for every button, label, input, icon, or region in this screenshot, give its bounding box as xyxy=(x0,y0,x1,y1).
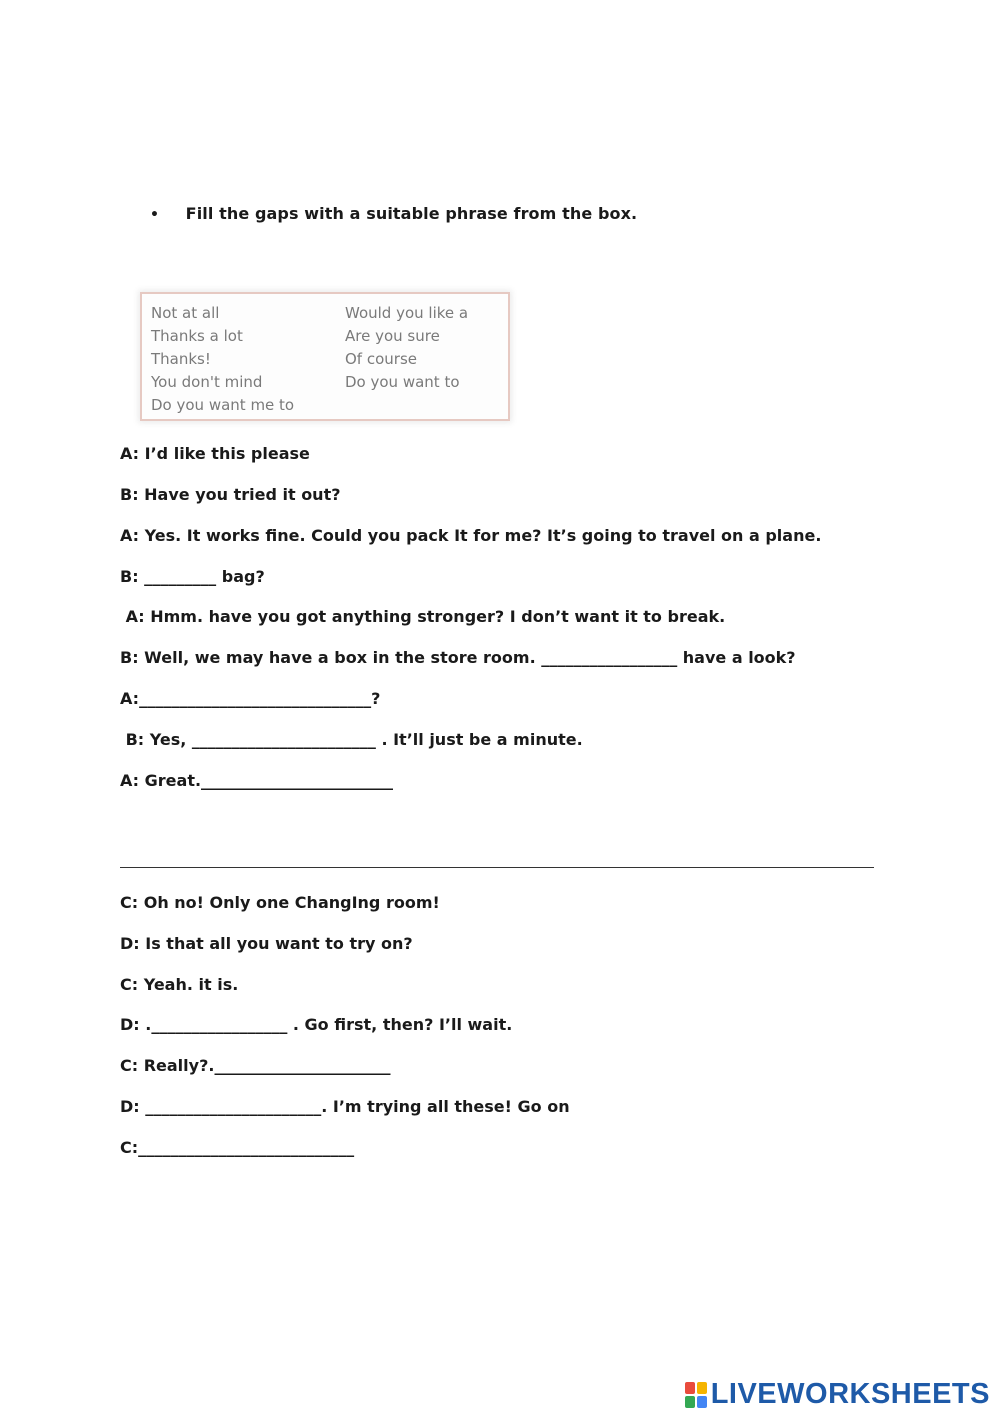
phrase-item: Are you sure xyxy=(345,327,440,345)
dialogue-line: A: Great.________________________ xyxy=(120,771,394,790)
dialogue-line: C:___________________________ xyxy=(120,1138,355,1157)
phrase-item: Of course xyxy=(345,350,417,368)
dialogue-line: A: I’d like this please xyxy=(120,444,310,463)
dialogue-line: B: Yes, _______________________ . It’ll just be a minute. xyxy=(120,730,583,749)
dialogue-line: B: Well, we may have a box in the store room. _________________ have a look? xyxy=(120,648,796,667)
phrase-column-right xyxy=(345,302,468,394)
dialogue-line: C: Really?.______________________ xyxy=(120,1056,391,1075)
phrase-item: Thanks! xyxy=(151,350,211,368)
phrase-item: Do you want me to xyxy=(151,396,295,414)
dialogue-line: C: Yeah. it is. xyxy=(120,975,239,994)
instruction xyxy=(150,204,637,223)
phrase-item: Would you like a xyxy=(345,304,469,322)
dialogue-line: D: ______________________. I’m trying all these! Go on xyxy=(120,1097,570,1116)
phrase-item: Thanks a lot xyxy=(151,327,243,345)
phrase-item: You don't mind xyxy=(151,373,263,391)
dialogue-line: A: Yes. It works fine. Could you pack It for me? It’s going to travel on a plane. xyxy=(120,526,822,545)
brand-name: LIVEWORKSHEETS xyxy=(710,1378,990,1410)
dialogue-line: C: Oh no! Only one ChangIng room! xyxy=(120,893,440,912)
divider xyxy=(120,867,874,868)
dialogue-line: A:_____________________________? xyxy=(120,689,381,708)
dialogue-line: B: _________ bag? xyxy=(120,567,265,586)
phrase-item: Do you want to xyxy=(345,373,460,391)
instruction-text: Fill the gaps with a suitable phrase from the box. xyxy=(185,204,638,223)
dialogue-line: B: Have you tried it out? xyxy=(120,485,341,504)
footer-logo[interactable] xyxy=(685,1378,990,1411)
liveworksheets-logo-icon xyxy=(685,1382,707,1408)
dialogue-line: D: Is that all you want to try on? xyxy=(120,934,413,953)
phrase-item: Not at all xyxy=(151,304,220,322)
phrase-column-left xyxy=(151,302,294,417)
bullet: • xyxy=(150,207,160,223)
phrase-box xyxy=(140,292,510,421)
dialogue-line: A: Hmm. have you got anything stronger? I don’t want it to break. xyxy=(120,607,726,626)
dialogue-line: D: ._________________ . Go first, then? I’ll wait. xyxy=(120,1015,513,1034)
